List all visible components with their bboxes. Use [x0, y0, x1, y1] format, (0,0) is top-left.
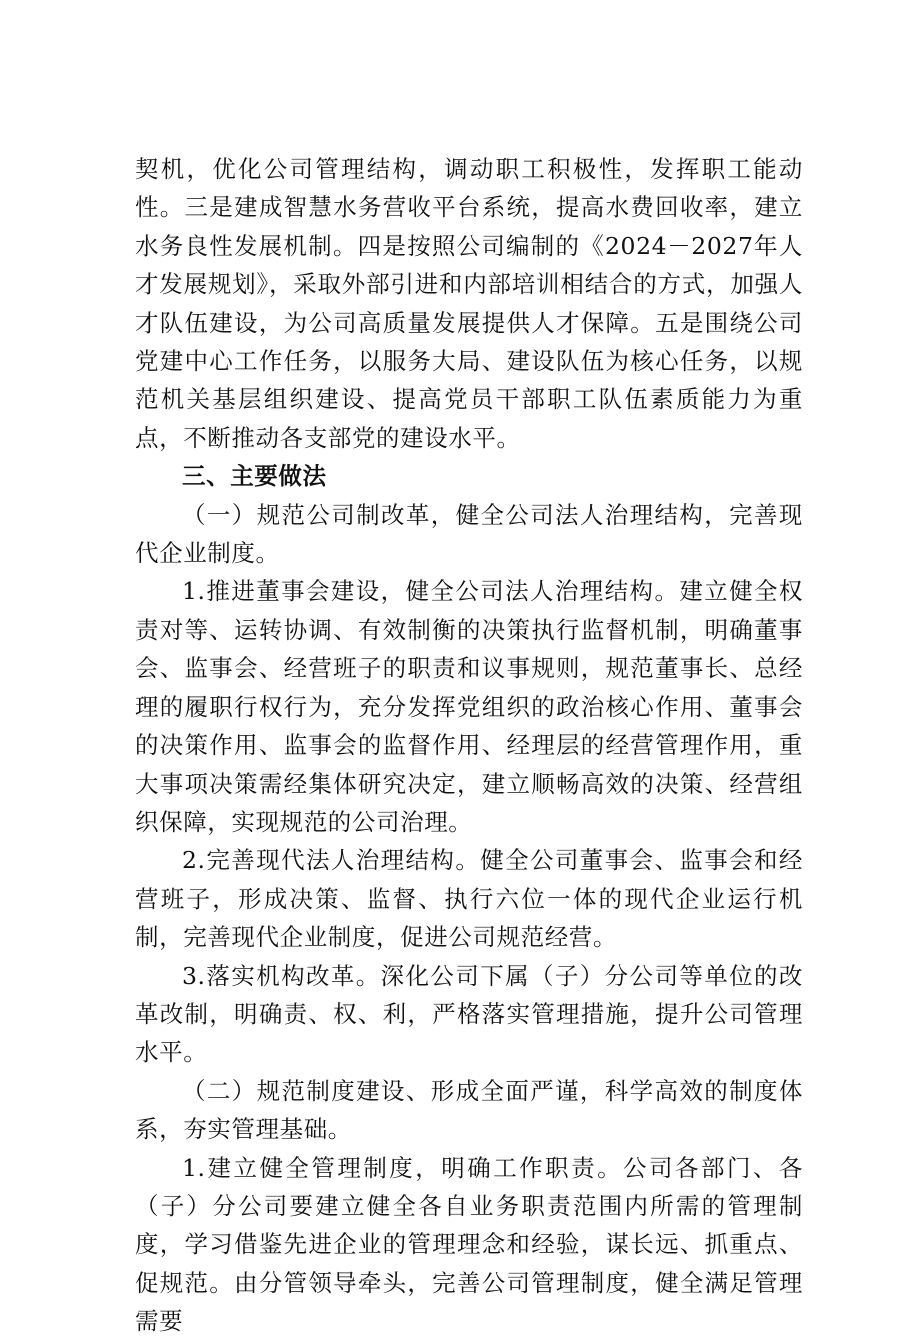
paragraph-item-1-3: 3.落实机构改革。深化公司下属（子）分公司等单位的改革改制，明确责、权、利，严格落实管理措施，提升公司管理水平。 [135, 961, 803, 1067]
paragraph-continuation: 契机，优化公司管理结构，调动职工积极性，发挥职工能动性。三是建成智慧水务营收平台系统，提高水费回收率，建立水务良性发展机制。四是按照公司编制的《2024－2027年人才发展规划》，采取外部引进和内部培训相结合的方式，加强人才队伍建设，为公司高质量发展提供人才保障。五是围绕公司党建中心工作任务，以服务大局、建设队伍为核心任务，以规范机关基层组织建设、提高党员干部职工队伍素质能力为重点，不断推动各支部党的建设水平。 [135, 155, 803, 452]
paragraph-item-1-2: 2.完善现代法人治理结构。健全公司董事会、监事会和经营班子，形成决策、监督、执行六位一体的现代企业运行机制，完善现代企业制度，促进公司规范经营。 [135, 846, 803, 952]
paragraph-item-1-1: 1.推进董事会建设，健全公司法人治理结构。建立健全权责对等、运转协调、有效制衡的决策执行监督机制，明确董事会、监事会、经营班子的职责和议事规则，规范董事长、总经理的履职行权行为，充分发挥党组织的政治核心作用、董事会的决策作用、监事会的监督作用、经理层的经营管理作用，重大事项决策需经集体研究决定，建立顺畅高效的决策、经营组织保障，实现规范的公司治理。 [135, 577, 803, 836]
subsection-heading-2: （二）规范制度建设、形成全面严谨，科学高效的制度体系，夯实管理基础。 [135, 1076, 803, 1144]
subsection-heading-1: （一）规范公司制改革，健全公司法人治理结构，完善现代企业制度。 [135, 500, 803, 568]
paragraph-item-2-1: 1.建立健全管理制度，明确工作职责。公司各部门、各（子）分公司要建立健全各自业务职责范围内所需的管理制度，学习借鉴先进企业的管理理念和经验，谋长远、抓重点、促规范。由分管领导牵头，完善公司管理制度，健全满足管理需要 [135, 1153, 803, 1336]
document-body [135, 150, 803, 1341]
section-heading-main-practices: 三、主要做法 [182, 462, 327, 491]
